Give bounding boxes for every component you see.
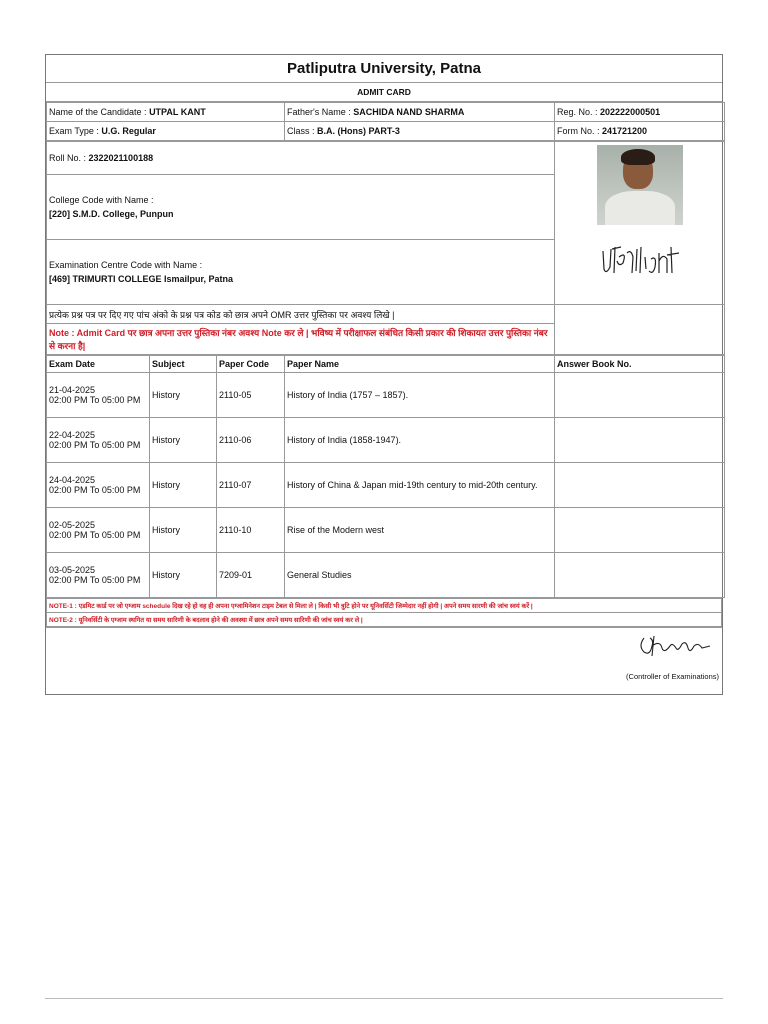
father-name-label: Father's Name :	[287, 107, 354, 117]
header-exam-date: Exam Date	[47, 356, 150, 373]
instruction-blank-cell	[555, 305, 725, 355]
exam-time: 02:00 PM To 05:00 PM	[49, 395, 141, 405]
header-subject: Subject	[150, 356, 217, 373]
exam-date-cell	[47, 508, 150, 553]
university-title: Patliputra University, Patna	[46, 55, 722, 83]
class-value: B.A. (Hons) PART-3	[317, 126, 400, 136]
exam-date: 24-04-2025	[49, 475, 96, 485]
answer-book-no	[555, 508, 725, 553]
admit-card	[45, 54, 723, 695]
form-no-label: Form No. :	[557, 126, 603, 136]
paper-code: 2110-05	[217, 373, 285, 418]
header-answer-book: Answer Book No.	[555, 356, 725, 373]
candidate-signature	[597, 237, 683, 285]
exam-date: 21-04-2025	[49, 385, 96, 395]
answer-book-note: Note : Admit Card पर छात्र अपना उत्तर पुस्तिका नंबर अवश्य Note कर ले | भविष्य में परीक्षाफल संबंधित किसी प्रकार की शिकायत उत्तर पुस्तिका नंबर से करना है|	[47, 324, 555, 355]
answer-book-no	[555, 553, 725, 598]
roll-no-cell	[47, 142, 555, 175]
table-row	[47, 418, 725, 463]
paper-name: Rise of the Modern west	[285, 508, 555, 553]
paper-code: 7209-01	[217, 553, 285, 598]
exam-time: 02:00 PM To 05:00 PM	[49, 530, 141, 540]
paper-code: 2110-10	[217, 508, 285, 553]
roll-no: 2322021100188	[88, 153, 154, 163]
exam-type-cell	[47, 122, 285, 141]
candidate-photo	[597, 145, 683, 225]
centre-label: Examination Centre Code with Name :	[49, 260, 203, 270]
subject: History	[150, 463, 217, 508]
candidate-name-label: Name of the Candidate :	[49, 107, 150, 117]
candidate-info-table	[46, 102, 725, 141]
exam-date-cell	[47, 418, 150, 463]
reg-no: 202222000501	[600, 107, 661, 117]
photo-signature-cell	[555, 142, 725, 305]
centre-cell	[47, 240, 555, 305]
exam-date: 03-05-2025	[49, 565, 96, 575]
table-row	[47, 373, 725, 418]
omr-instruction: प्रत्येक प्रश्न पत्र पर दिए गए पांच अंको के प्रश्न पत्र कोड को छात्र अपने OMR उत्तर पुस्तिका पर अवश्य लिखे |	[47, 305, 555, 324]
candidate-details-table	[46, 141, 725, 355]
table-row	[47, 463, 725, 508]
paper-name: General Studies	[285, 553, 555, 598]
footer	[46, 627, 722, 694]
subject: History	[150, 418, 217, 463]
centre-name: [469] TRIMURTI COLLEGE Ismailpur, Patna	[49, 274, 234, 284]
paper-name: History of India (1858-1947).	[285, 418, 555, 463]
exam-date-cell	[47, 553, 150, 598]
exam-type: U.G. Regular	[101, 126, 156, 136]
exam-time: 02:00 PM To 05:00 PM	[49, 440, 141, 450]
exam-type-label: Exam Type :	[49, 126, 102, 136]
header-paper-name: Paper Name	[285, 356, 555, 373]
college-name: [220] S.M.D. College, Punpun	[49, 209, 174, 219]
note-2: NOTE-2 : यूनिवर्सिटी के एग्जाम स्थगित या समय सारिणी के बदलाव होने की अवस्था में छात्र अपने समय सारिणी की जांच स्वयं कर ले |	[47, 613, 722, 627]
form-no-cell	[555, 122, 725, 141]
paper-code: 2110-06	[217, 418, 285, 463]
exam-date-cell	[47, 373, 150, 418]
page-divider	[45, 998, 723, 999]
paper-name: History of China & Japan mid-19th century to mid-20th century.	[285, 463, 555, 508]
header-paper-code: Paper Code	[217, 356, 285, 373]
form-no: 241721200	[602, 126, 648, 136]
paper-name: History of India (1757 – 1857).	[285, 373, 555, 418]
father-name-cell	[285, 103, 555, 122]
reg-no-cell	[555, 103, 725, 122]
subject: History	[150, 553, 217, 598]
table-row	[47, 508, 725, 553]
exam-schedule-table	[46, 355, 725, 598]
answer-book-no	[555, 373, 725, 418]
class-cell	[285, 122, 555, 141]
candidate-name: UTPAL KANT	[149, 107, 206, 117]
class-label: Class :	[287, 126, 318, 136]
controller-label: (Controller of Examinations)	[626, 672, 719, 681]
answer-book-no	[555, 418, 725, 463]
table-row	[47, 553, 725, 598]
answer-book-no	[555, 463, 725, 508]
subject: History	[150, 373, 217, 418]
notes-table	[46, 598, 722, 627]
exam-date: 22-04-2025	[49, 430, 96, 440]
note-1: NOTE-1 : एडमिट कार्ड पर जो एग्जाम schedule दिख रहे हो वह ही अपना एग्जामिनेशन टाइम टेबल से मिला ले | किसी भी त्रुटि होने पर यूनिवर्सिटी जिम्मेदार नहीं होगी | अपने समय सारणी की जांच स्वयं करें |	[47, 599, 722, 613]
college-cell	[47, 175, 555, 240]
exam-time: 02:00 PM To 05:00 PM	[49, 575, 141, 585]
candidate-name-cell	[47, 103, 285, 122]
admit-card-heading: ADMIT CARD	[46, 83, 722, 102]
reg-no-label: Reg. No. :	[557, 107, 601, 117]
father-name: SACHIDA NAND SHARMA	[353, 107, 465, 117]
exam-date-cell	[47, 463, 150, 508]
subject: History	[150, 508, 217, 553]
exam-time: 02:00 PM To 05:00 PM	[49, 485, 141, 495]
roll-no-label: Roll No. :	[49, 153, 89, 163]
exam-date: 02-05-2025	[49, 520, 96, 530]
college-label: College Code with Name :	[49, 195, 154, 205]
paper-code: 2110-07	[217, 463, 285, 508]
controller-signature	[636, 632, 716, 662]
